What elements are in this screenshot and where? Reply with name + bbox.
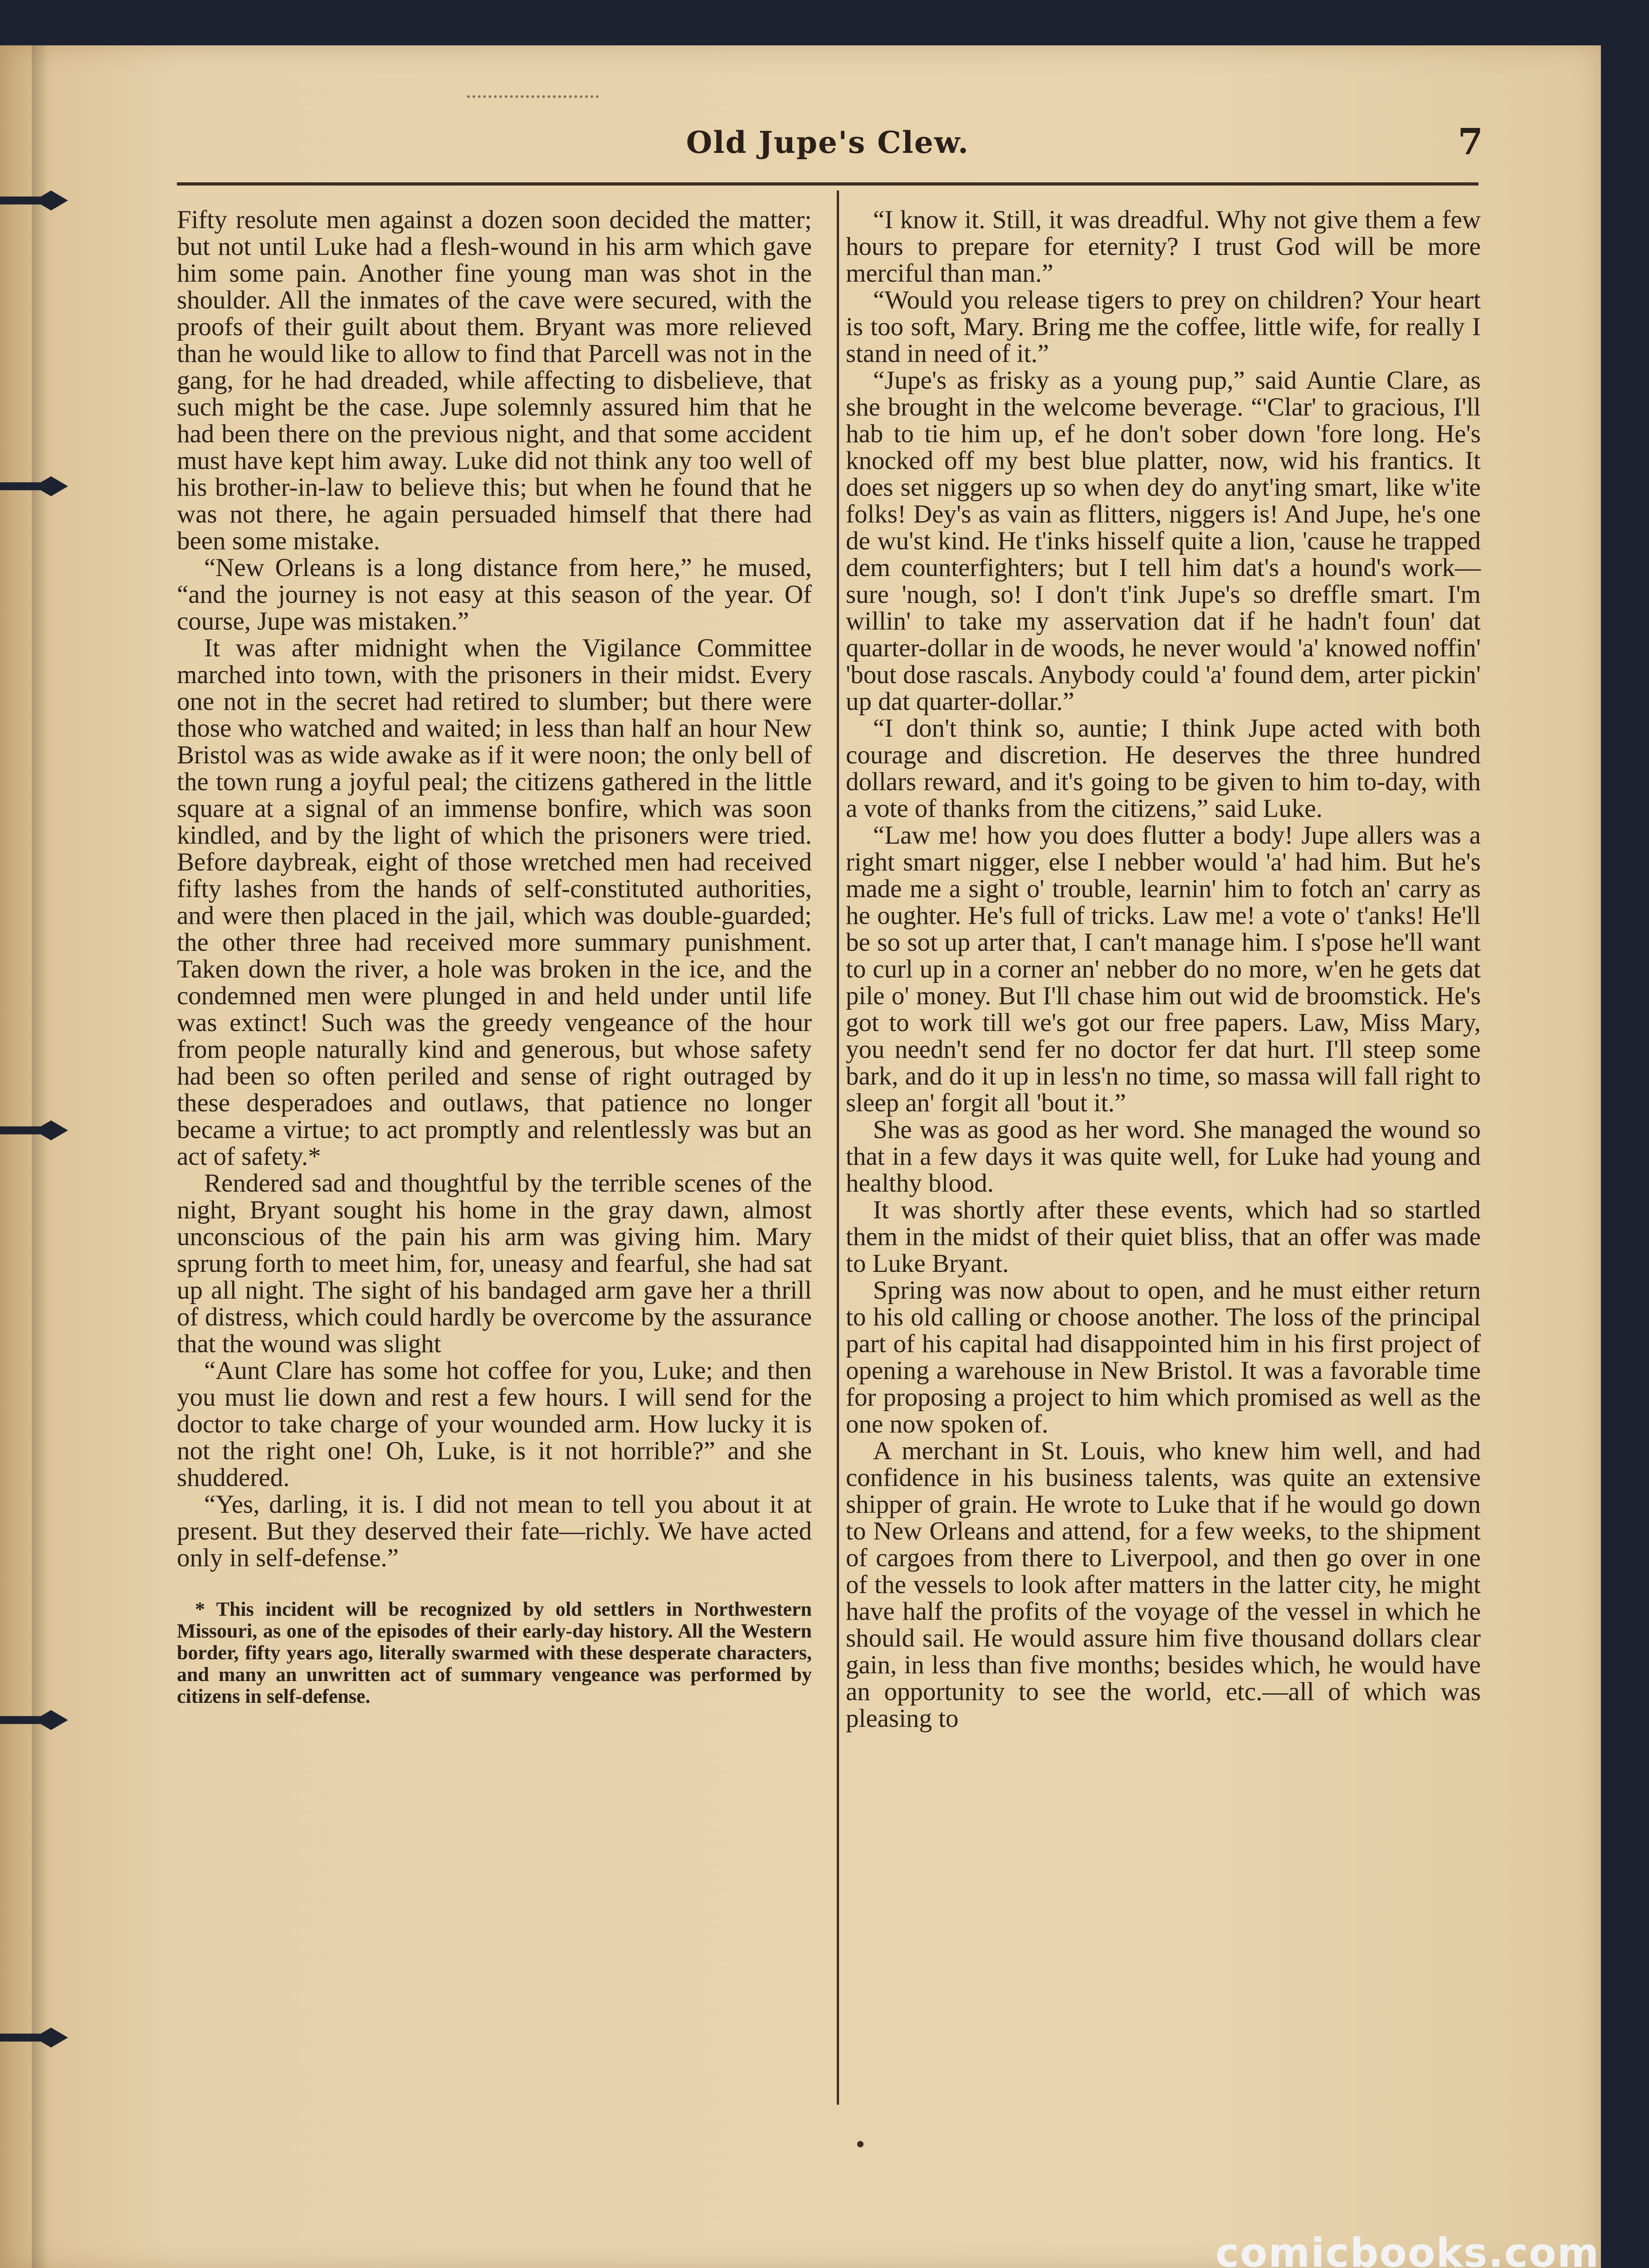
header-ornament — [467, 95, 599, 104]
paragraph: “I don't think so, auntie; I think Jupe acted with both courage and discretion. He deserves the three hundred dollars reward, and it's going to be given to him to-day, with a vote of thanks from the citizens,” said Luke. — [846, 714, 1481, 823]
paragraph: Spring was now about to open, and he must either return to his old calling or choose another. The loss of the principal part of his capital had disappointed him in his first project of opening a warehouse in New Bristol. It was a favorable time for proposing a project to him which promised as well as the one now spoken of. — [846, 1276, 1481, 1438]
paragraph: “Jupe's as frisky as a young pup,” said Auntie Clare, as she brought in the welcome beverage. “'Clar' to gracious, I'll hab to tie him up, ef he don't sober down 'fore long. He's knocked off my best blue platter, now, wid his frantics. It does set niggers up so when dey do anyt'ing smart, like w'ite folks! Dey's as vain as flitters, niggers is! And Jupe, he's one de wu'st kind. He t'inks hisself quite a lion, 'cause he trapped dem counterfighters; but I tell him dat's a hound's work—sure 'nough, so! I don't t'ink Jupe's so dreffle smart. I'm willin' to take my asservation dat if he hadn't foun' dat quarter-dollar in de woods, he never would 'a' knowed noffin' 'bout dose rascals. Anybody could 'a' found dem, arter pickin' up dat quarter-dollar.” — [846, 366, 1481, 716]
right-column — [846, 206, 1481, 1732]
paragraph: She was as good as her word. She managed the wound so that in a few days it was quite well, for Luke had young and healthy blood. — [846, 1115, 1481, 1198]
watermark: comicbooks.com — [1215, 2229, 1600, 2268]
paragraph: A merchant in St. Louis, who knew him well, and had confidence in his business talents, was quite an extensive shipper of grain. He wrote to Luke that if he would go down to New Orleans and attend, for a few weeks, to the shipment of cargoes from there to Liverpool, and then go over in one of the vessels to look after matters in the latter city, he might have half the profits of the voyage of the vessel in which he should sail. He would assure him five thousand dollars clear gain, in less than five months; besides which, he would have an opportunity to see the world, etc.—all of which was pleasing to — [846, 1437, 1481, 1733]
paragraph: It was after midnight when the Vigilance Committee marched into town, with the prisoners in their midst. Every one not in the secret had retired to slumber; but there were those who watched and waited; in less than half an hour New Bristol was as wide awake as if it were noon; the only bell of the town rung a joyful peal; the citizens gathered in the little square at a signal of an immense bonfire, which was soon kindled, and by the light of which the prisoners were tried. Before daybreak, eight of those wretched men had received fifty lashes from the hands of self-constituted authorities, and were then placed in the jail, which was double-guarded; the other three had received more summary punishment. Taken down the river, a hole was broken in the ice, and the condemned men were plunged in and held under until life was extinct! Such was the greedy vengeance of the hour from people naturally kind and generous, but whose safety had been so often periled and sense of right outraged by these desperadoes and outlaws, that patience no longer became a virtue; to act promptly and relentlessly was but an act of safety.* — [177, 634, 812, 1171]
page-spine-shadow — [32, 45, 59, 2268]
paragraph: Rendered sad and thoughtful by the terrible scenes of the night, Bryant sought his home in the gray dawn, almost unconscious of the pain his arm was giving him. Mary sprung forth to meet him, for, uneasy and fearful, she had sat up all night. The sight of his bandaged arm gave her a thrill of distress, which could hardly be overcome by the assurance that the wound was slight — [177, 1169, 812, 1358]
paragraph: “Yes, darling, it is. I did not mean to tell you about it at present. But they deserved their fate—richly. We have acted only in self-defense.” — [177, 1490, 812, 1572]
header-rule — [177, 182, 1478, 186]
footnote — [177, 1598, 812, 1707]
paragraph: It was shortly after these events, which had so startled them in the midst of their quiet bliss, that an offer was made to Luke Bryant. — [846, 1196, 1481, 1278]
footnote-text: * This incident will be recognized by old settlers in Northwestern Missouri, as one of the episodes of their early-day history. All the Western border, fifty years ago, literally swarmed with these desperate characters, and many an unwritten act of summary vengeance was performed by citizens in self-defense. — [177, 1598, 812, 1707]
page-header — [177, 73, 1483, 181]
left-column — [177, 206, 812, 1707]
running-title: Old Jupe's Clew. — [686, 125, 970, 160]
paragraph: Fifty resolute men against a dozen soon decided the matter; but not until Luke had a flesh-wound in his arm which gave him some pain. Another fine young man was shot in the shoulder. All the inmates of the cave were secured, with the proofs of their guilt about them. Bryant was more relieved than he would like to allow to find that Parcell was not in the gang, for he had dreaded, while affecting to disbelieve, that such might be the case. Jupe solemnly assured him that he had been there on the previous night, and that some accident must have kept him away. Luke did not think any too well of his brother-in-law to believe this; but when he found that he was not there, he again persuaded himself that there had been some mistake. — [177, 205, 812, 555]
paragraph: “Aunt Clare has some hot coffee for you, Luke; and then you must lie down and rest a few hours. I will send for the doctor to take charge of your wounded arm. How lucky it is not the right one! Oh, Luke, is it not horrible?” and she shuddered. — [177, 1356, 812, 1492]
column-divider — [837, 191, 839, 2105]
paragraph: “New Orleans is a long distance from here,” he mused, “and the journey is not easy at this season of the year. Of course, Jupe was mistaken.” — [177, 553, 812, 635]
paragraph: “Would you release tigers to prey on children? Your heart is too soft, Mary. Bring me the coffee, little wife, for really I stand in need of it.” — [846, 286, 1481, 368]
paragraph: “Law me! how you does flutter a body! Jupe allers was a right smart nigger, else I nebber would 'a' had him. But he's made me a sight o' trouble, learnin' him to fotch an' carry as he oughter. He's full of tricks. Law me! a vote o' t'anks! He'll be so sot up arter that, I can't manage him. I s'pose he'll want to curl up in a corner an' nebber do no more, w'en he gets dat pile o' money. But I'll chase him out wid de broomstick. He's got to work till we's got our free papers. Law, Miss Mary, you needn't send fer no doctor fer dat hurt. I'll steep some bark, and do it up in less'n no time, so massa will fall right to sleep an' forgit all 'bout it.” — [846, 821, 1481, 1117]
page-number: 7 — [1458, 120, 1483, 163]
ink-speck — [857, 2141, 864, 2147]
paragraph: “I know it. Still, it was dreadful. Why not give them a few hours to prepare for eternity? I trust God will be more merciful than man.” — [846, 205, 1481, 288]
